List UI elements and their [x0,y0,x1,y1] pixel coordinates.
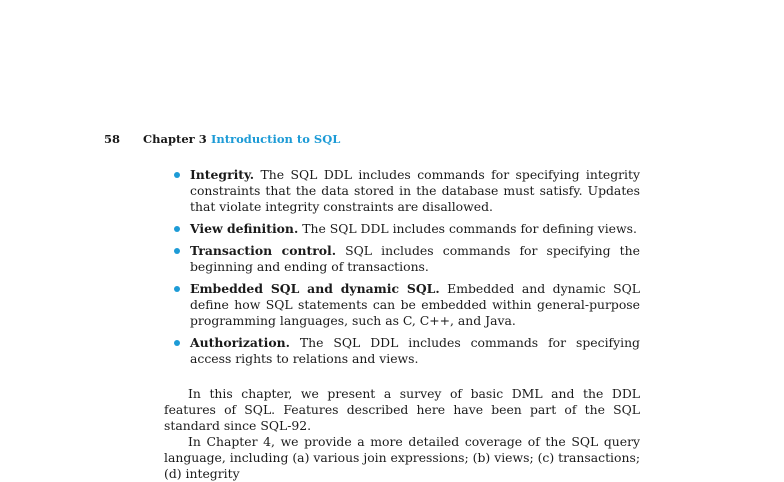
term-authorization: Authorization. [190,335,290,350]
bullet-icon [174,248,180,254]
list-item-transaction-control [172,243,640,275]
list-item-embedded-sql [172,281,640,329]
chapter-title: Introduction to SQL [211,132,341,146]
page-number: 58 [104,132,121,146]
bullet-icon [174,286,180,292]
page-header [104,131,664,147]
bullet-icon [174,172,180,178]
description-authorization: The SQL DDL includes commands for specifying access rights to relations and views. [190,335,640,366]
list-item-authorization [172,335,640,367]
list-item-view-definition [172,221,640,237]
bullet-icon [174,226,180,232]
description-embedded-sql: Embedded and dynamic SQL define how SQL statements can be embedded within general-purpose programming languages, such as C, C++, and Java. [190,281,640,328]
term-transaction-control: Transaction control. [190,243,337,258]
description-transaction-control: SQL includes commands for specifying the beginning and ending of transactions. [190,243,640,274]
term-integrity: Integrity. [190,167,255,182]
description-view-definition: The SQL DDL includes commands for defining views. [302,221,637,236]
feature-list [172,167,640,373]
description-integrity: The SQL DDL includes commands for specifying integrity constraints that the data stored in the database must satisfy. Updates that violate integrity constraints are disallowed. [190,167,640,214]
chapter-label: Chapter 3 [143,132,207,146]
body-text [164,386,640,482]
list-item-integrity [172,167,640,215]
paragraph-intro: In this chapter, we present a survey of basic DML and the DDL features of SQL. Features described here have been part of the SQL standard since SQL-92. [164,386,640,433]
term-view-definition: View definition. [190,221,299,236]
bullet-icon [174,340,180,346]
paragraph-chapter4: In Chapter 4, we provide a more detailed coverage of the SQL query language, including (a) various join expressions; (b) views; (c) transactions; (d) integrity [164,434,640,481]
term-embedded-sql: Embedded SQL and dynamic SQL. [190,281,440,296]
